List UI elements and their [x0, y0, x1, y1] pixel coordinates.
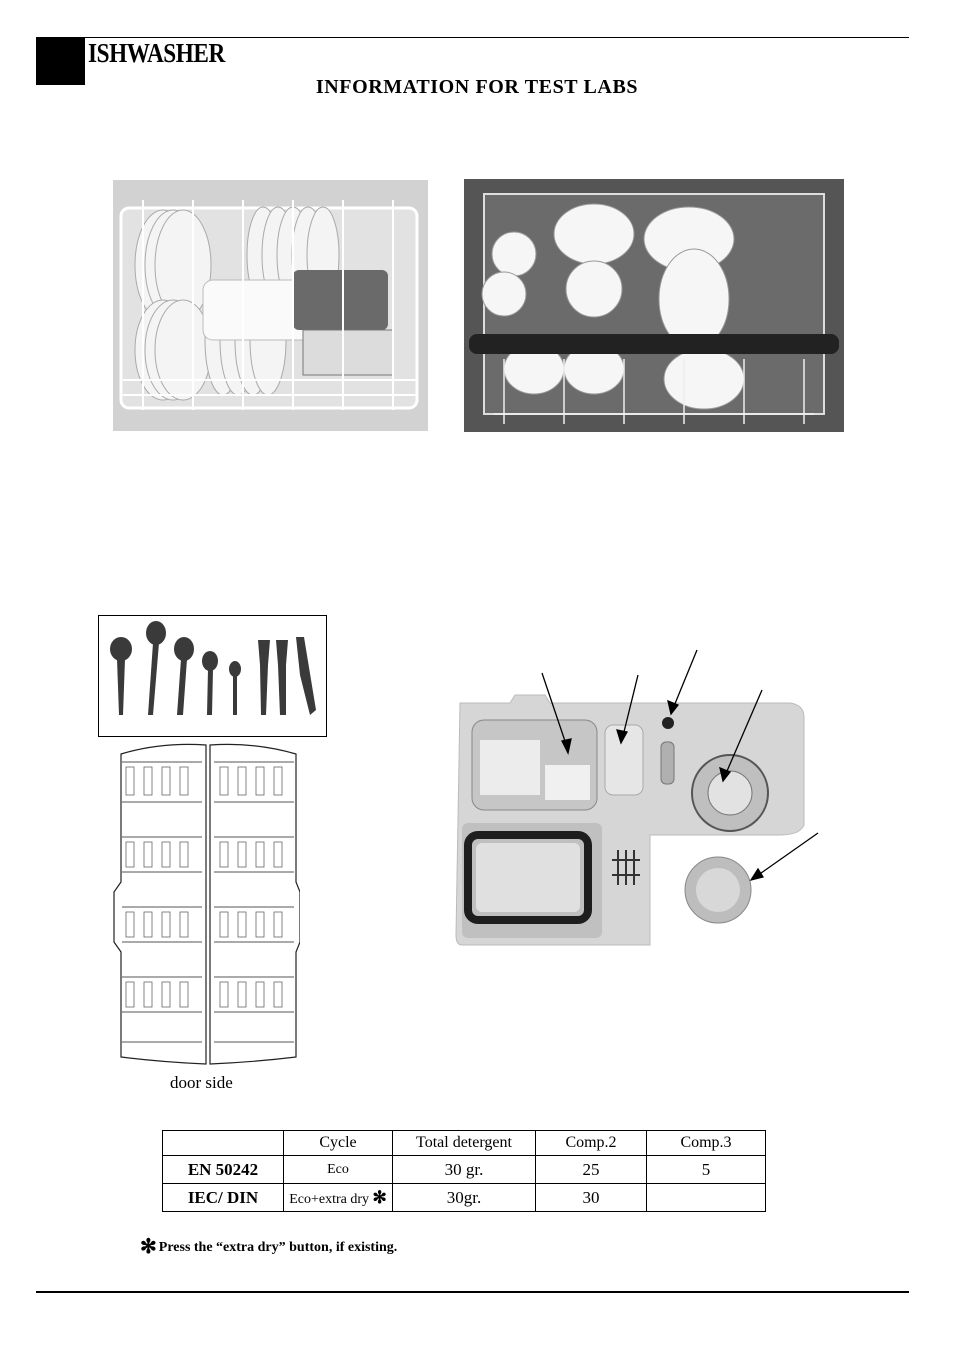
- header-cell-comp3: Comp.3: [647, 1131, 766, 1156]
- row-comp3: 5: [647, 1156, 766, 1184]
- row-standard: EN 50242: [163, 1156, 284, 1184]
- row-standard: IEC/ DIN: [163, 1184, 284, 1212]
- cutlery-photo: [98, 615, 327, 737]
- header-cell-comp2: Comp.2: [536, 1131, 647, 1156]
- asterisk-mark: ✻: [372, 1187, 387, 1207]
- row-cycle: Eco: [284, 1156, 393, 1184]
- header-cell-cycle: Cycle: [284, 1131, 393, 1156]
- cutlery-basket-drawing: [110, 742, 300, 1067]
- header-title: ISHWASHER: [88, 38, 225, 68]
- row-total-detergent: 30 gr.: [393, 1156, 536, 1184]
- header-cell-blank: [163, 1131, 284, 1156]
- table-row: [163, 1184, 766, 1212]
- row-cycle: [284, 1184, 393, 1212]
- footer-rule: [36, 1291, 909, 1293]
- table-row: [163, 1156, 766, 1184]
- row-comp2: 30: [536, 1184, 647, 1212]
- table-header-row: [163, 1131, 766, 1156]
- row-comp3: [647, 1184, 766, 1212]
- lower-basket-photo: [113, 180, 428, 431]
- page-subtitle: INFORMATION FOR TEST LABS: [315, 76, 639, 98]
- test-specs-table: [162, 1130, 766, 1212]
- footnote-text: Press the “extra dry” button, if existing.: [158, 1240, 398, 1255]
- detergent-dispenser-photo: [450, 645, 830, 960]
- footnote: [140, 1234, 397, 1259]
- upper-basket-photo: [464, 179, 844, 432]
- asterisk-mark: ✻: [140, 1236, 157, 1258]
- door-side-caption: door side: [170, 1073, 233, 1092]
- row-total-detergent: 30gr.: [393, 1184, 536, 1212]
- header-cell-total-detergent: Total detergent: [393, 1131, 536, 1156]
- cycle-text: Eco+extra dry: [289, 1191, 370, 1207]
- row-comp2: 25: [536, 1156, 647, 1184]
